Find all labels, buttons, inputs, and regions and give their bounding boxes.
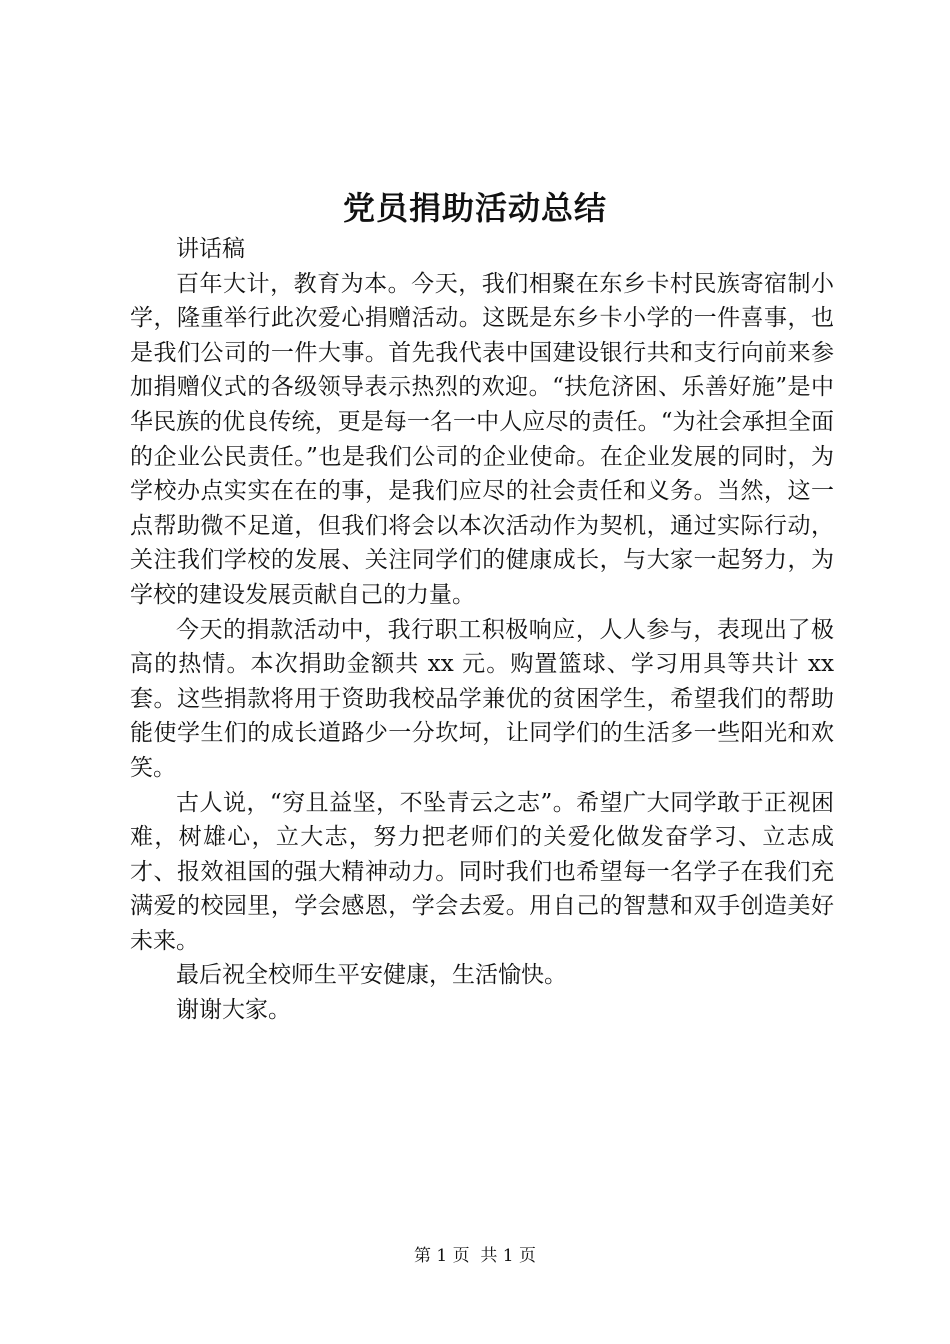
page-number-label: 第 1 页 共 1 页 [413,1246,537,1266]
page-footer [0,1244,950,1268]
document-body [130,232,834,1028]
paragraph-1: 百年大计，教育为本。今天，我们相聚在东乡卡村民族寄宿制小学，隆重举行此次爱心捐赠活动。这既是东乡卡小学的一件喜事，也是我们公司的一件大事。首先我代表中国建设银行共和支行向前来参加捐赠仪式的各级领导表示热烈的欢迎。“扶危济困、乐善好施”是中华民族的优良传统，更是每一名一中人应尽的责任。“为社会承担全面的企业公民责任。”也是我们公司的企业使命。在企业发展的同时，为学校办点实实在在的事，是我们应尽的社会责任和义务。当然，这一点帮助微不足道，但我们将会以本次活动作为契机，通过实际行动，关注我们学校的发展、关注同学们的健康成长，与大家一起努力，为学校的建设发展贡献自己的力量。 [130,270,834,608]
document-subtitle: 讲话稿 [176,236,245,262]
document-title: 党员捐助活动总结 [342,189,607,227]
paragraph-5: 谢谢大家。 [176,997,291,1024]
paragraph-3: 古人说，“穷且益坚，不坠青云之志”。希望广大同学敢于正视困难，树雄心，立大志，努力把老师们的关爱化做发奋学习、立志成才、报效祖国的强大精神动力。同时我们也希望每一名学子在我们充满爱的校园里，学会感恩，学会去爱。用自己的智慧和双手创造美好未来。 [130,789,834,954]
paragraph-2: 今天的捐款活动中，我行职工积极响应，人人参与，表现出了极高的热情。本次捐助金额共 xx 元。购置篮球、学习用具等共计 xx 套。这些捐款将用于资助我校品学兼优的贫困学生，希望我们的帮助能使学生们的成长道路少一分坎坷，让同学们的生活多一些阳光和欢笑。 [130,616,834,781]
paragraph-4: 最后祝全校师生平安健康，生活愉快。 [176,962,567,989]
